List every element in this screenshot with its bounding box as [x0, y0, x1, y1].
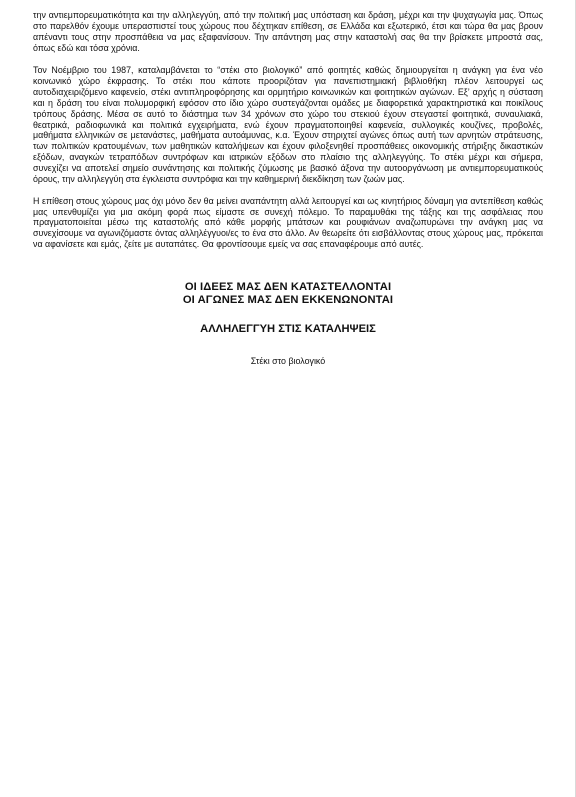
document-body [33, 10, 543, 366]
slogan-ideas: ΟΙ ΙΔΕΕΣ ΜΑΣ ΔΕΝ ΚΑΤΑΣΤΕΛΛΟΝΤΑΙ [184, 280, 392, 293]
paragraph-response: Η επίθεση στους χώρους μας όχι μόνο δεν θα μείνει αναπάντητη αλλά λειτουργεί και ως κινητήριος δύναμη για αντεπίθεση καθώς μας υπενθυμίζει για μια ακόμη φορά πως είμαστε σε συνεχή πόλεμο. Το παραμυθάκι της τάξης και της ασφάλειας που πραγματοποιείται μέσω της καταστολής από κάθε μορφής μπάτσων και ρουφιάνων αναζωπυρώνει την ανάγκη μας να συνεχίσουμε να αγωνιζόμαστε όντας αλληλέγγυοι/ες το ένα στο άλλο. Αν θεωρείτε ότι εισβάλλοντας στους χώρους μας, πρόκειται να αφανίσετε και εμάς, ζείτε με αυταπάτες. Θα φροντίσουμε εμείς να σας επαναφέρουμε από αυτές. [33, 195, 543, 250]
signature: Στέκι στο βιολογικό [250, 356, 326, 367]
paragraph-intro: την αντιεμπορευματικότητα και την αλληλεγγύη, από την πολιτική μας υπόσταση και δράση, μέχρι και την ψυχαγωγία μας. Όπως στο παρελθόν έχουμε υπερασπιστεί τους χώρους που δέχτηκαν επίθεση, σε Ελλάδα και εξωτερικό, έτσι και τώρα θα μας βρουν απέναντι τους στην προσπάθεια να μας εξαφανίσουν. Την απάντηση μας στην καταστολή σας θα την βρίσκετε μπροστά σας, όπως εδώ και τόσα χρόνια. [33, 10, 543, 53]
slogan-solidarity: ΑΛΛΗΛΕΓΓΥΗ ΣΤΙΣ ΚΑΤΑΛΗΨΕΙΣ [200, 322, 376, 335]
paragraph-history: Τον Νοέμβριο του 1987, καταλαμβάνεται το “στέκι στο βιολογικό” από φοιτητές καθώς δημιουργείται η ανάγκη για ένα νέο κοινωνικό χώρο έκφρασης. Το στέκι που κάποτε προοριζόταν για πανεπιστημιακή βιβλιοθήκη πλέον λειτουργεί ως αυτοδιαχειριζόμενο καφενείο, στέκι αντιπληροφόρησης και ορμητήριο κοινωνικών και φοιτητικών αγώνων. Εξ’ αρχής η σύσταση και η δράση του είναι πολυμορφική εφόσον στο ίδιο χώρο συστεγάζονται ομάδες με διαφορετικά χαρακτηριστικά και ποικίλους τρόπους δράσης. Μέσα σε αυτό το διάστημα των 34 χρόνων στο χώρο του στεκιού έχουν στεγαστεί φοιτητικά, συναυλιακά, θεατρικά, ραδιοφωνικά και πολιτικά εγχειρήματα, ενώ έχουν πραγματοποιηθεί καφενεία, συλλογικές κουζίνες, προβολές, μαθήματα ελληνικών σε μετανάστες, μαθήματα αυτοάμυνας, κ.α. Έχουν στηριχτεί αγώνες όπως αυτή των αρνητών στράτευσης, των πολιτικών κρατουμένων, των μαθητικών καταλήψεων και έχουν φιλοξενηθεί προσπάθειες οικονομικής στήριξης δικαστικών εξόδων, αναγκών τετραπόδων συντρόφων και ιατρικών εξόδων στο πλαίσιο της αλληλεγγύης. Το στέκι μέχρι και σήμερα, συνεχίζει να αποτελεί σημείο συνάντησης και πολιτικής ζύμωσης με βασικό άξονα την αυτοοργάνωση με αντιεμπορευματικούς όρους, την αλληλεγγύη στα έγκλειστα συντρόφια και την καθημερινή διεκδίκηση των ζωών μας. [33, 65, 543, 184]
slogans-block [33, 281, 543, 367]
slogan-struggles: ΟΙ ΑΓΩΝΕΣ ΜΑΣ ΔΕΝ ΕΚΚΕΝΩΝΟΝΤΑΙ [182, 294, 394, 307]
